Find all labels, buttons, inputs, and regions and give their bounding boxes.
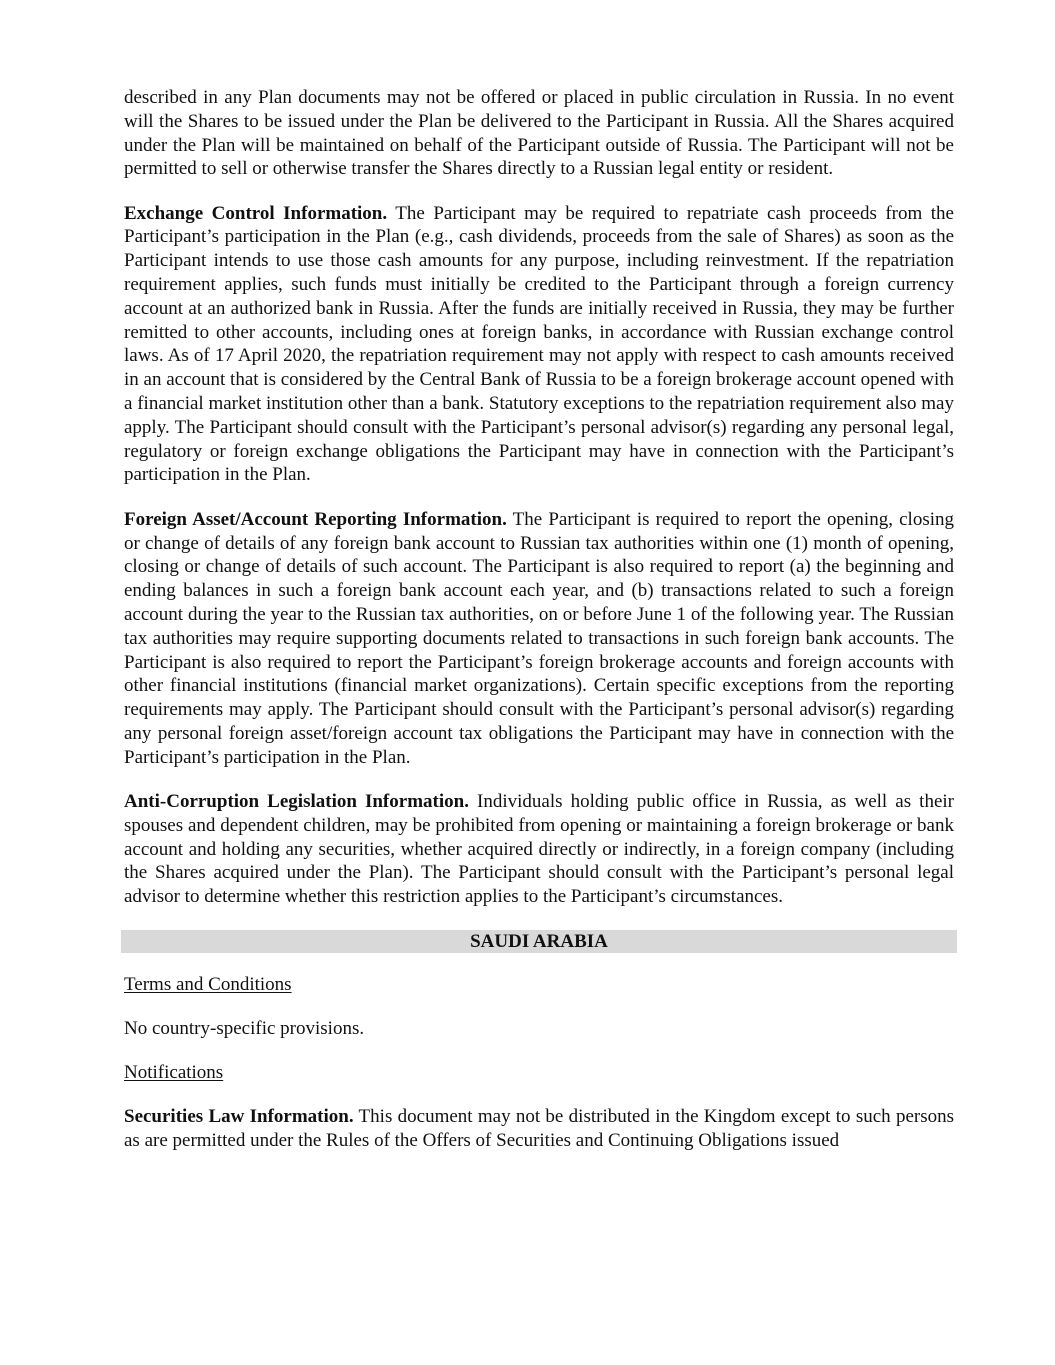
terms-body: No country-specific provisions.	[124, 1017, 365, 1039]
securities-law-body: This document may not be distributed in the Kingdom except to such persons as are permitted under the Rules of the Offers of Securities and Continuing Obligations issued	[124, 1106, 954, 1152]
securities-law-paragraph	[124, 1105, 954, 1153]
anti-corruption-paragraph	[124, 790, 954, 909]
country-section-header: SAUDI ARABIA	[121, 930, 957, 953]
foreign-asset-heading: Foreign Asset/Account Reporting Information.	[124, 508, 507, 530]
russia-securities-paragraph: described in any Plan documents may not be offered or placed in public circulation in Russia. In no event will the Shares to be issued under the Plan be delivered to the Participant in Russia. All the Shares acquired under the Plan will be maintained on behalf of the Participant outside of Russia. The Participant will not be permitted to sell or otherwise transfer the Shares directly to a Russian legal entity or resident.	[124, 87, 954, 180]
securities-law-heading: Securities Law Information.	[124, 1106, 354, 1128]
exchange-control-body: The Participant may be required to repatriate cash proceeds from the Participant’s participation in the Plan (e.g., cash dividends, proceeds from the sale of Shares) as soon as the Participant intends to use those cash amounts for any purpose, including reinvestment. If the repatriation requirement applies, such funds must initially be credited to the Participant through a foreign currency account at an authorized bank in Russia. After the funds are initially received in Russia, they may be further remitted to other accounts, including ones at foreign banks, in accordance with Russian exchange control laws. As of 17 April 2020, the repatriation requirement may not apply with respect to cash amounts received in an account that is considered by the Central Bank of Russia to be a foreign brokerage account opened with a financial market institution other than a bank. Statutory exceptions to the repatriation requirement also may apply. The Participant should consult with the Participant’s personal advisor(s) regarding any personal legal, regulatory or foreign exchange obligations the Participant may have in connection with the Participant’s participation in the Plan.	[124, 202, 954, 486]
notifications-heading-paragraph	[124, 1061, 954, 1085]
foreign-asset-paragraph	[124, 508, 954, 770]
terms-and-conditions-heading: Terms and Conditions	[124, 973, 292, 995]
terms-heading-paragraph	[124, 973, 954, 997]
exchange-control-paragraph	[124, 202, 954, 488]
exchange-control-heading: Exchange Control Information.	[124, 202, 388, 224]
anti-corruption-heading: Anti-Corruption Legislation Information.	[124, 791, 469, 813]
document-page	[124, 86, 954, 1173]
anti-corruption-body: Individuals holding public office in Russia, as well as their spouses and dependent children, may be prohibited from opening or maintaining a foreign brokerage or bank account and holding any securities, whether acquired directly or indirectly, in a foreign company (including the Shares acquired under the Plan). The Participant should consult with the Participant’s personal legal advisor to determine whether this restriction applies to the Participant’s circumstances.	[124, 791, 954, 908]
notifications-heading: Notifications	[124, 1062, 224, 1084]
foreign-asset-body: The Participant is required to report the opening, closing or change of details of any foreign bank account to Russian tax authorities within one (1) month of opening, closing or change of details of such account. The Participant is also required to report (a) the beginning and ending balances in such a foreign bank account each year, and (b) transactions related to such a foreign account during the year to the Russian tax authorities, on or before June 1 of the following year. The Russian tax authorities may require supporting documents related to transactions in such foreign bank accounts. The Participant is also required to report the Participant’s foreign brokerage accounts and foreign accounts with other financial institutions (financial market organizations). Certain specific exceptions from the reporting requirements may apply. The Participant should consult with the Participant’s personal advisor(s) regarding any personal foreign asset/foreign account tax obligations the Participant may have in connection with the Participant’s participation in the Plan.	[124, 508, 954, 768]
